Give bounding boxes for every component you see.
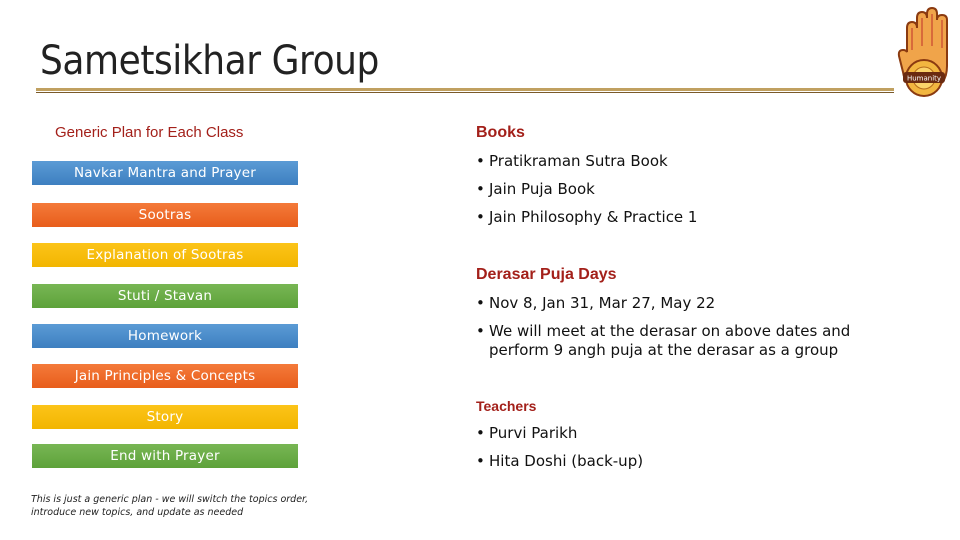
puja-item: • We will meet at the derasar on above dates and perform 9 angh puja at the derasar as a group [476, 322, 876, 360]
plan-item-homework: Homework [32, 324, 298, 348]
books-item: • Jain Philosophy & Practice 1 [476, 208, 697, 227]
plan-item-explanation: Explanation of Sootras [32, 243, 298, 267]
logo-text: Humanity [906, 74, 942, 83]
books-item: • Jain Puja Book [476, 180, 697, 199]
books-item: • Pratikraman Sutra Book [476, 152, 697, 171]
plan-item-jain-principles: Jain Principles & Concepts [32, 364, 298, 388]
books-heading: Books [476, 124, 525, 141]
puja-item: • Nov 8, Jan 31, Mar 27, May 22 [476, 294, 876, 313]
books-list [476, 152, 697, 236]
puja-list [476, 294, 876, 369]
plan-item-navkar-mantra: Navkar Mantra and Prayer [32, 161, 298, 185]
slide-title: Sametsikhar Group [40, 38, 379, 84]
teacher-item: • Hita Doshi (back-up) [476, 452, 643, 471]
plan-footnote: This is just a generic plan - we will switch the topics order, introduce new topics, and update as needed [31, 494, 309, 518]
plan-item-end-prayer: End with Prayer [32, 444, 298, 468]
puja-heading: Derasar Puja Days [476, 266, 617, 283]
plan-item-sootras: Sootras [32, 203, 298, 227]
teachers-list [476, 424, 643, 480]
plan-item-stuti-stavan: Stuti / Stavan [32, 284, 298, 308]
teachers-heading: Teachers [476, 398, 537, 414]
plan-heading: Generic Plan for Each Class [55, 124, 244, 141]
teacher-item: • Purvi Parikh [476, 424, 643, 443]
title-underline [36, 88, 894, 91]
jain-hand-emblem-logo [895, 6, 953, 102]
plan-item-story: Story [32, 405, 298, 429]
title-underline-thin [36, 92, 894, 93]
